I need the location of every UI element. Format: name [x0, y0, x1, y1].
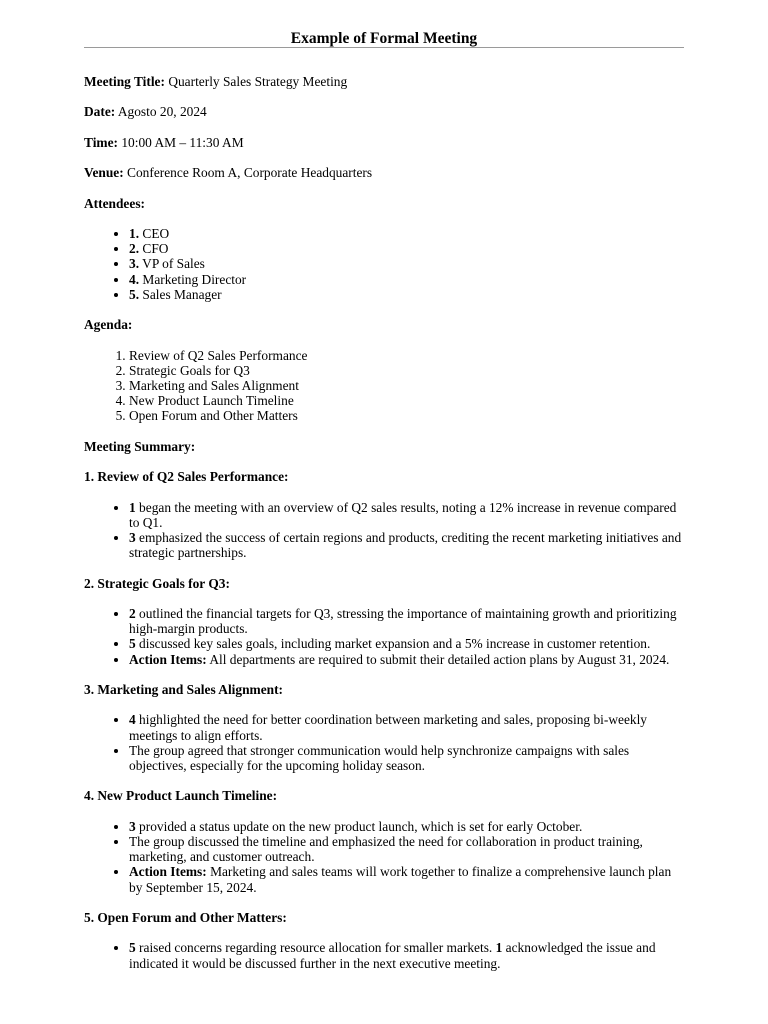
list-item: 3. Marketing and Sales Alignment [129, 378, 684, 393]
bullet-text: raised concerns regarding resource allocation for smaller markets. [135, 940, 496, 956]
list-item [129, 287, 684, 302]
section-bullets [84, 606, 684, 667]
section-bullets [84, 500, 684, 561]
bullet-text: highlighted the need for better coordination between marketing and sales, proposing bi-weekly meetings to align efforts. [129, 712, 647, 743]
document-title: Example of Formal Meeting [290, 30, 478, 47]
list-item [129, 864, 684, 894]
summary-heading-text: Meeting Summary: [84, 438, 196, 454]
attendee-number: 4. [129, 271, 140, 287]
section-heading-text: 5. Open Forum and Other Matters: [84, 909, 287, 925]
bullet-lead: 5 [129, 940, 136, 956]
agenda-heading [84, 317, 684, 332]
bullet-text: Marketing and sales teams will work together to finalize a comprehensive launch plan by September 15, 2024. [129, 864, 672, 895]
bullet-lead: Action Items: [129, 651, 207, 667]
bullet-text-secondary: acknowledged the issue and indicated it would be discussed further in the next executive meeting. [129, 940, 656, 971]
bullet-lead: 5 [129, 636, 136, 652]
time-label: Time: [84, 134, 118, 150]
bullet-lead: 4 [129, 712, 136, 728]
list-item [129, 652, 684, 667]
time-line [84, 135, 684, 150]
bullet-text: The group agreed that stronger communication would help synchronize campaigns with sales objectives, especially for the upcoming holiday season. [129, 742, 630, 773]
venue-line [84, 165, 684, 180]
attendee-number: 1. [129, 225, 140, 241]
attendee-role: CEO [142, 225, 170, 241]
meeting-title-value: Quarterly Sales Strategy Meeting [168, 74, 348, 89]
section-bullets [84, 712, 684, 773]
list-item [129, 530, 684, 560]
bullet-lead: 3 [129, 818, 136, 834]
section-bullets [84, 819, 684, 895]
list-item [129, 272, 684, 287]
summary-heading [84, 439, 684, 454]
attendees-heading-text: Attendees: [84, 195, 145, 211]
attendee-number: 5. [129, 286, 140, 302]
bullet-lead: 3 [129, 529, 136, 545]
section-heading-text: 2. Strategic Goals for Q3: [84, 575, 230, 591]
bullet-text: All departments are required to submit their detailed action plans by August 31, 2024. [206, 651, 670, 667]
venue-value: Conference Room A, Corporate Headquarters [127, 165, 373, 181]
bullet-text: emphasized the success of certain regions and products, crediting the recent marketing initiatives and strategic partnerships. [129, 529, 682, 561]
attendees-list [84, 226, 684, 302]
date-line [84, 104, 684, 119]
attendee-number: 2. [129, 241, 140, 257]
bullet-lead-secondary: 1 [495, 940, 503, 956]
section-heading [84, 469, 684, 484]
bullet-text: provided a status update on the new product launch, which is set for early October. [135, 818, 583, 834]
time-value: 10:00 AM – 11:30 AM [121, 134, 244, 150]
section-heading [84, 682, 684, 697]
section-heading-text: 4. New Product Launch Timeline: [84, 788, 278, 804]
list-item [129, 834, 684, 864]
venue-label: Venue: [84, 165, 124, 181]
agenda-heading-text: Agenda: [84, 317, 133, 333]
list-item: 4. New Product Launch Timeline [129, 393, 684, 408]
list-item [129, 712, 684, 742]
document-body [84, 74, 684, 986]
list-item: 1. Review of Q2 Sales Performance [129, 348, 684, 363]
list-item [129, 226, 684, 241]
meeting-title-line [84, 74, 684, 89]
list-item [129, 636, 684, 651]
bullet-text: discussed key sales goals, including market expansion and a 5% increase in customer retention. [135, 636, 651, 652]
section-bullets [84, 940, 684, 970]
attendees-heading [84, 196, 684, 211]
bullet-text: The group discussed the timeline and emphasized the need for collaboration in product training, marketing, and customer outreach. [129, 833, 643, 865]
section-heading-text: 3. Marketing and Sales Alignment: [84, 681, 284, 697]
section-heading [84, 788, 684, 803]
date-label: Date: [84, 104, 116, 120]
list-item [129, 256, 684, 271]
bullet-text: outlined the financial targets for Q3, stressing the importance of maintaining growth and prioritizing high-margin products. [129, 605, 677, 637]
list-item [129, 606, 684, 636]
agenda-list [84, 348, 684, 424]
attendee-role: VP of Sales [142, 256, 205, 272]
list-item [129, 241, 684, 256]
title-divider [84, 47, 684, 48]
list-item: 5. Open Forum and Other Matters [129, 408, 684, 423]
section-heading [84, 910, 684, 925]
attendee-role: CFO [142, 241, 169, 257]
list-item [129, 500, 684, 530]
list-item [129, 819, 684, 834]
bullet-lead: 2 [129, 605, 136, 621]
bullet-text: began the meeting with an overview of Q2 sales results, noting a 12% increase in revenue compared to Q1. [129, 499, 677, 530]
bullet-lead: Action Items: [129, 864, 207, 880]
bullet-lead: 1 [129, 499, 136, 515]
attendee-role: Sales Manager [142, 286, 222, 302]
section-heading [84, 576, 684, 591]
date-value: Agosto 20, 2024 [117, 104, 207, 120]
list-item [129, 743, 684, 773]
meeting-title-label: Meeting Title: [84, 74, 165, 89]
attendee-role: Marketing Director [142, 271, 247, 287]
attendee-number: 3. [129, 256, 140, 272]
section-heading-text: 1. Review of Q2 Sales Performance: [84, 469, 289, 485]
list-item: 2. Strategic Goals for Q3 [129, 363, 684, 378]
list-item [129, 940, 684, 970]
